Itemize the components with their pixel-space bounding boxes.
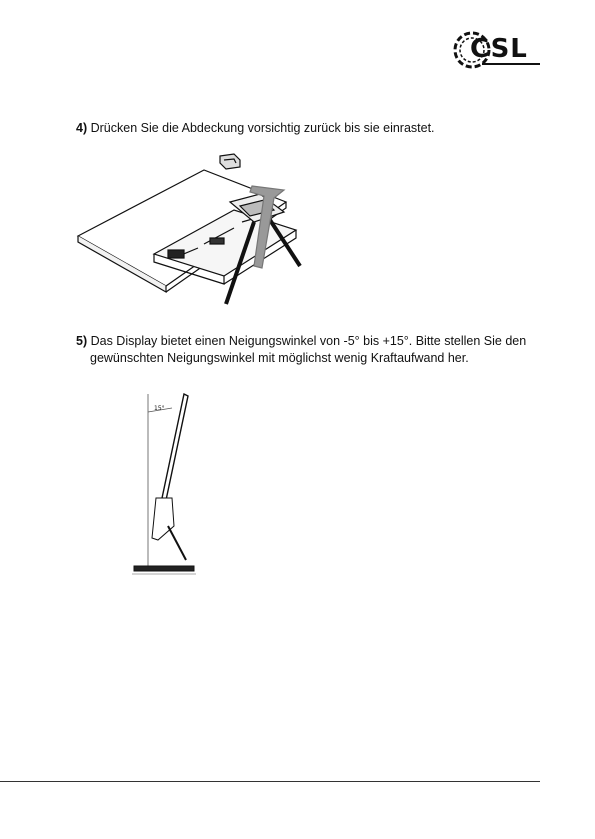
step-4-number: 4) bbox=[76, 121, 88, 135]
step-5-text-line2: gewünschten Neigungswinkel mit möglichst wenig Kraftaufwand her. bbox=[90, 351, 469, 365]
step-4-text: Drücken Sie die Abdeckung vorsichtig zurück bis sie einrastet. bbox=[90, 121, 435, 135]
cover-install-illustration bbox=[74, 150, 314, 312]
monitor-back-drawing bbox=[74, 150, 314, 312]
footer-divider bbox=[0, 781, 540, 782]
tilt-angle-illustration bbox=[128, 390, 203, 580]
step-5-instruction bbox=[76, 333, 556, 367]
step-5-text-line1: Das Display bietet einen Neigungswinkel von -5° bis +15°. Bitte stellen Sie den bbox=[90, 334, 527, 348]
monitor-side-view-drawing bbox=[128, 390, 203, 580]
step-4-instruction bbox=[76, 120, 556, 137]
logo-text: CSL bbox=[470, 34, 528, 64]
step-5-number: 5) bbox=[76, 334, 88, 348]
angle-label: 15° bbox=[154, 405, 165, 412]
csl-logo bbox=[452, 28, 542, 72]
